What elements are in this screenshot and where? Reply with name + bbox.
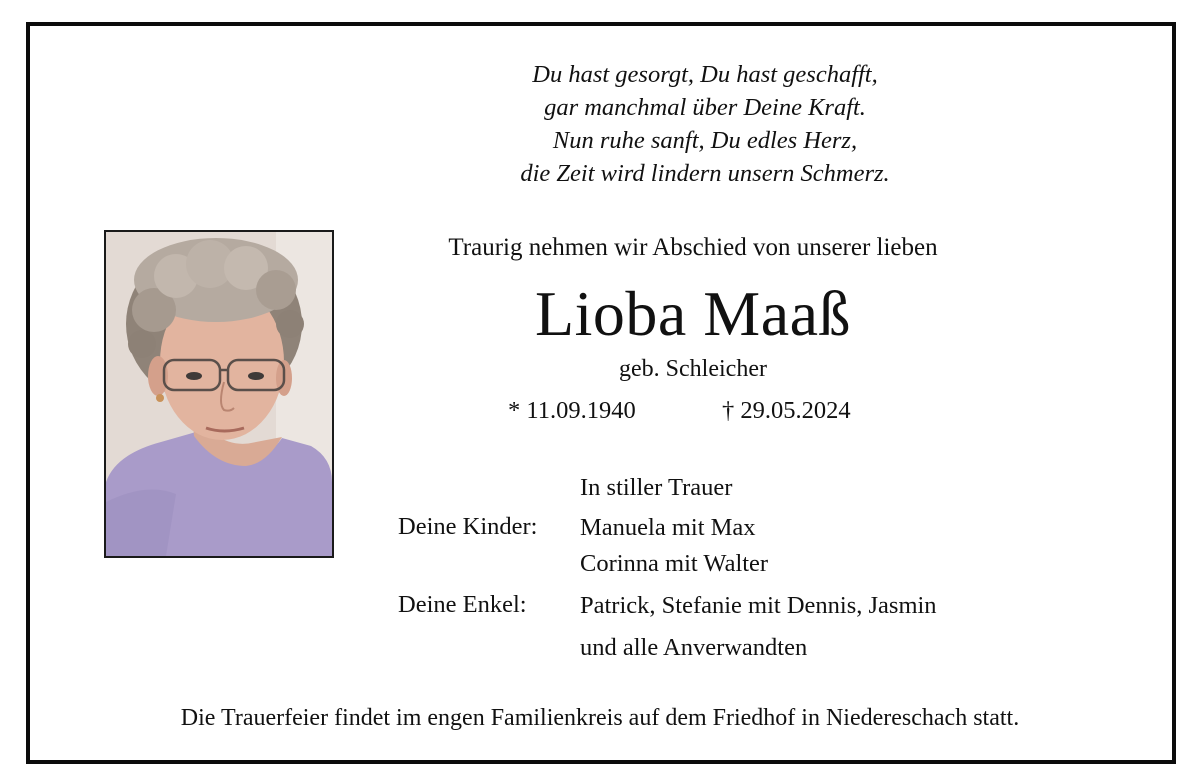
child-entry: Manuela mit Max (580, 514, 756, 541)
children-label: Deine Kinder: (398, 513, 538, 540)
grandchildren-names: Patrick, Stefanie mit Dennis, Jasmin (580, 592, 937, 619)
death-date: † 29.05.2024 (722, 397, 851, 424)
deceased-name: Lioba Maaß (535, 278, 851, 349)
poem-line: gar manchmal über Deine Kraft. (544, 94, 866, 121)
funeral-note: Die Trauerfeier findet im engen Familienkreis auf dem Friedhof in Niedereschach statt. (180, 705, 1020, 731)
poem-line: Du hast gesorgt, Du hast geschafft, (532, 61, 878, 88)
portrait-photo (104, 230, 334, 558)
grandchildren-label: Deine Enkel: (398, 591, 527, 618)
birth-date: * 11.09.1940 (508, 397, 636, 424)
poem-line: die Zeit wird lindern unsern Schmerz. (520, 160, 890, 187)
relatives-line: und alle Anverwandten (580, 634, 808, 661)
mourning-heading: In stiller Trauer (580, 474, 733, 501)
child-entry: Corinna mit Walter (580, 550, 769, 577)
memorial-poem (380, 58, 1030, 190)
poem-line: Nun ruhe sanft, Du edles Herz, (552, 127, 858, 154)
birth-name: geb. Schleicher (619, 356, 767, 382)
farewell-intro: Traurig nehmen wir Abschied von unserer lieben (448, 234, 938, 261)
